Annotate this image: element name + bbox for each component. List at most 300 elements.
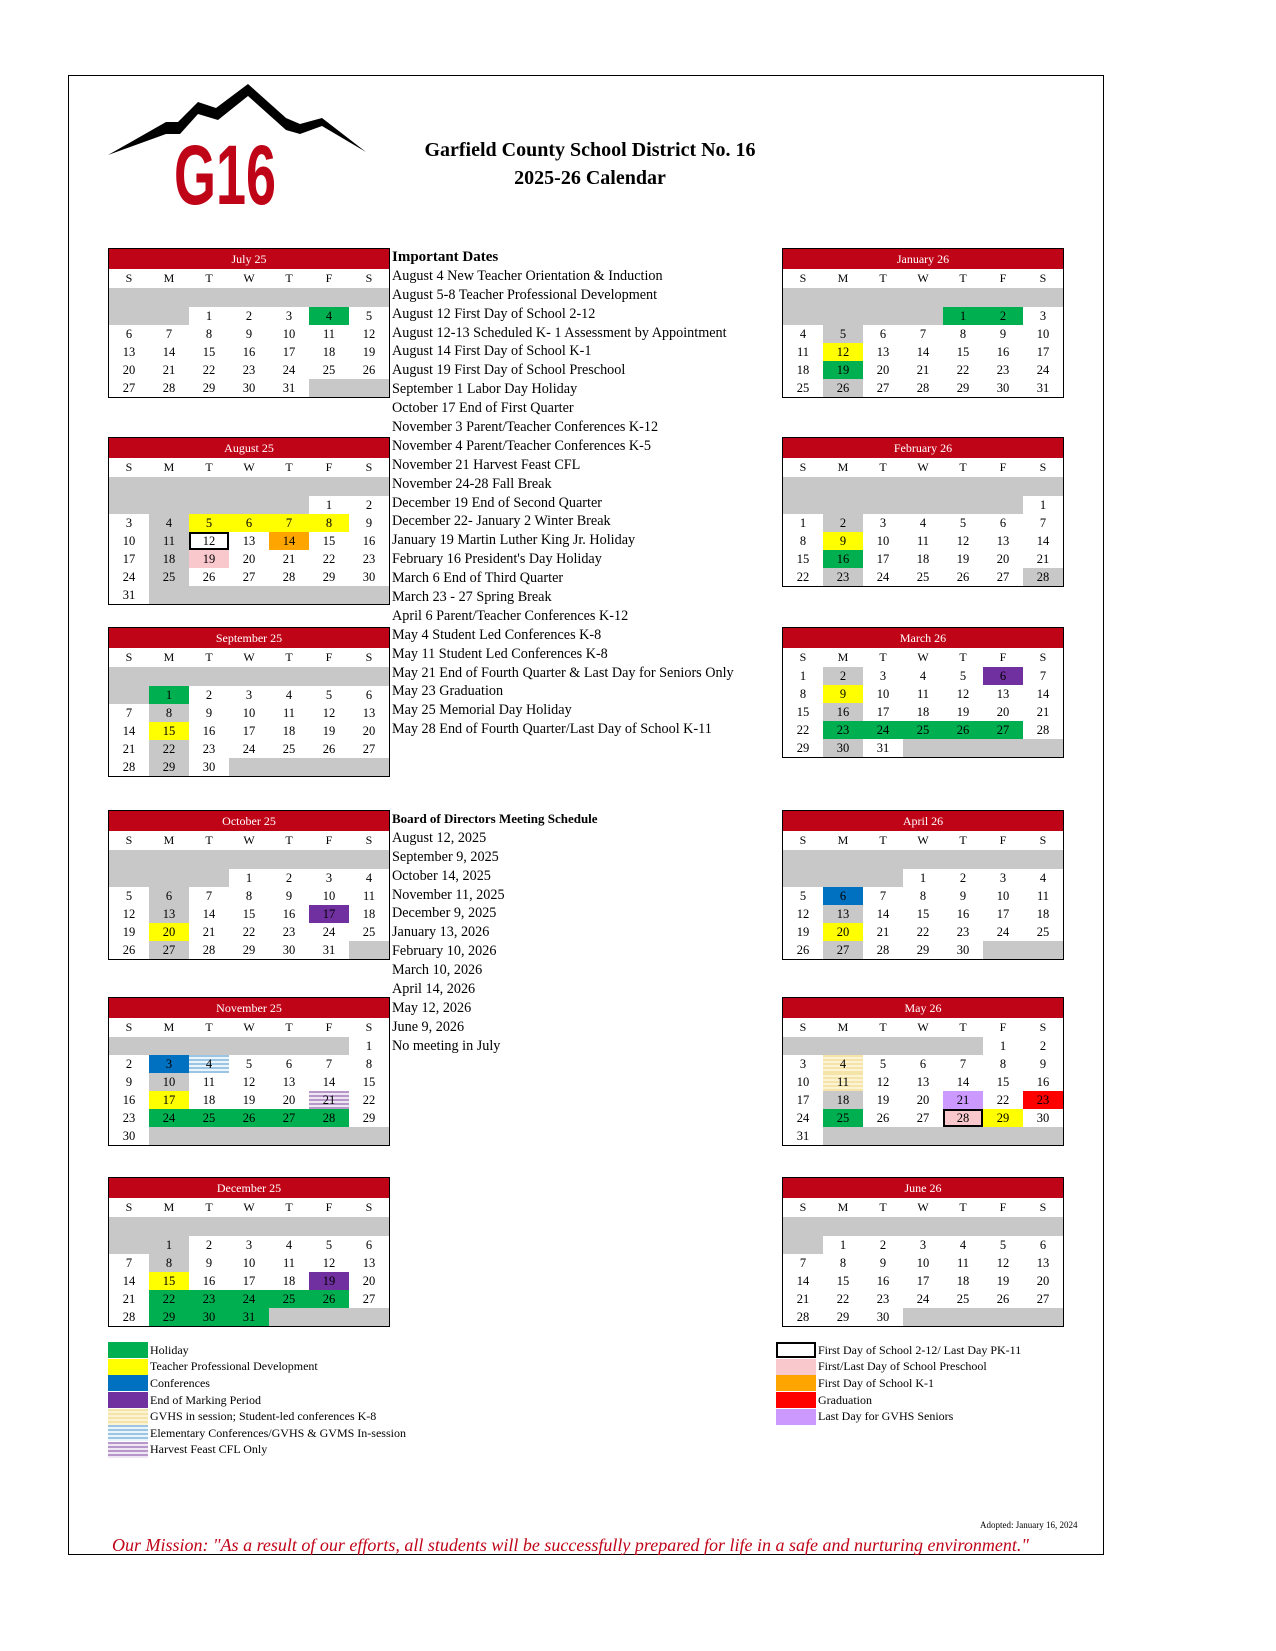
day-cell: 1 bbox=[149, 1236, 189, 1254]
legend-swatch bbox=[776, 1409, 816, 1425]
day-cell: 28 bbox=[876, 943, 890, 957]
day-cell: 13 bbox=[149, 905, 189, 923]
day-cell: 21 bbox=[122, 742, 136, 756]
day-cell bbox=[903, 307, 943, 325]
weekday-label: W bbox=[917, 650, 929, 664]
day-cell: 22 bbox=[796, 723, 810, 737]
day-cell bbox=[823, 869, 863, 887]
legend-item bbox=[776, 1408, 1021, 1425]
day-cell bbox=[309, 1037, 349, 1055]
week-spacer bbox=[109, 667, 389, 686]
day-cell: 19 bbox=[242, 1093, 256, 1107]
weekday-label: T bbox=[205, 1200, 213, 1214]
day-cell: 26 bbox=[956, 570, 970, 584]
day-cell: 25 bbox=[1036, 925, 1050, 939]
week-row bbox=[783, 1308, 1063, 1326]
day-cell bbox=[229, 758, 269, 776]
day-cell: 26 bbox=[943, 721, 983, 739]
day-cell bbox=[1023, 1127, 1063, 1145]
weekday-label: S bbox=[365, 833, 373, 847]
week-row bbox=[109, 758, 389, 776]
day-cell: 25 bbox=[269, 1290, 309, 1308]
important-date-item: October 17 End of First Quarter bbox=[392, 400, 574, 417]
week-row bbox=[109, 704, 389, 722]
day-cell: 24 bbox=[996, 925, 1010, 939]
district-name: Garfield County School District No. 16 bbox=[424, 139, 756, 161]
day-cell: 19 bbox=[362, 345, 376, 359]
day-cell bbox=[149, 307, 189, 325]
day-cell: 24 bbox=[1036, 363, 1050, 377]
day-cell: 7 bbox=[959, 1057, 967, 1071]
week-row bbox=[783, 703, 1063, 721]
week-row bbox=[783, 1272, 1063, 1290]
weekday-label: T bbox=[205, 650, 213, 664]
day-cell: 13 bbox=[282, 1075, 296, 1089]
day-cell bbox=[229, 1127, 269, 1145]
day-cell: 7 bbox=[919, 327, 927, 341]
week-row bbox=[783, 905, 1063, 923]
day-cell bbox=[863, 1127, 903, 1145]
day-cell: 8 bbox=[309, 514, 349, 532]
day-cell: 20 bbox=[242, 552, 256, 566]
day-cell: 20 bbox=[282, 1093, 296, 1107]
day-cell: 14 bbox=[322, 1075, 336, 1089]
day-cell: 14 bbox=[122, 724, 136, 738]
day-cell: 6 bbox=[983, 667, 1023, 685]
day-cell bbox=[823, 307, 863, 325]
day-cell: 30 bbox=[189, 1308, 229, 1326]
day-cell: 12 bbox=[876, 1075, 890, 1089]
important-date-item: August 12 First Day of School 2-12 bbox=[392, 305, 596, 322]
weekday-label: M bbox=[163, 271, 175, 285]
day-cell bbox=[943, 739, 983, 757]
day-cell bbox=[1023, 1308, 1063, 1326]
week-row bbox=[783, 869, 1063, 887]
weekday-label: S bbox=[365, 1200, 373, 1214]
day-cell: 6 bbox=[285, 1057, 293, 1071]
day-cell bbox=[109, 496, 149, 514]
day-cell: 9 bbox=[823, 685, 863, 703]
week-row bbox=[109, 586, 389, 604]
day-cell: 29 bbox=[956, 381, 970, 395]
week-row bbox=[783, 343, 1063, 361]
day-cell bbox=[309, 1308, 349, 1326]
day-cell bbox=[903, 1308, 943, 1326]
day-cell: 11 bbox=[362, 889, 376, 903]
day-cell: 7 bbox=[1039, 516, 1047, 530]
weekday-label: T bbox=[879, 650, 887, 664]
weekday-label: F bbox=[325, 650, 333, 664]
week-row bbox=[109, 1055, 389, 1073]
legend-swatch bbox=[776, 1392, 816, 1408]
month-calendar bbox=[108, 437, 390, 605]
day-cell: 3 bbox=[879, 516, 887, 530]
day-cell: 18 bbox=[796, 363, 810, 377]
day-cell: 9 bbox=[959, 889, 967, 903]
weekday-label: S bbox=[125, 650, 133, 664]
day-cell: 27 bbox=[823, 941, 863, 959]
day-cell: 11 bbox=[322, 327, 336, 341]
day-cell bbox=[943, 1037, 983, 1055]
weekday-header bbox=[783, 648, 1063, 667]
day-cell: 10 bbox=[282, 327, 296, 341]
day-cell: 9 bbox=[1039, 1057, 1047, 1071]
day-cell: 1 bbox=[365, 1039, 373, 1053]
weekday-label: T bbox=[285, 1020, 293, 1034]
day-cell: 2 bbox=[205, 688, 213, 702]
weekday-header bbox=[783, 1018, 1063, 1037]
week-spacer bbox=[783, 850, 1063, 869]
board-meeting-date: No meeting in July bbox=[392, 1037, 501, 1054]
day-cell: 17 bbox=[876, 552, 890, 566]
day-cell: 26 bbox=[362, 363, 376, 377]
day-cell bbox=[903, 1127, 943, 1145]
day-cell: 21 bbox=[309, 1091, 349, 1109]
day-cell: 10 bbox=[996, 889, 1010, 903]
day-cell: 15 bbox=[956, 345, 970, 359]
weekday-label: F bbox=[999, 650, 1007, 664]
day-cell: 17 bbox=[916, 1274, 930, 1288]
day-cell: 14 bbox=[269, 532, 309, 550]
day-cell: 5 bbox=[325, 1238, 333, 1252]
day-cell: 22 bbox=[322, 552, 336, 566]
day-cell: 22 bbox=[836, 1292, 850, 1306]
weekday-label: T bbox=[879, 271, 887, 285]
weekday-header bbox=[109, 1198, 389, 1217]
day-cell: 26 bbox=[229, 1109, 269, 1127]
day-cell: 8 bbox=[999, 1057, 1007, 1071]
day-cell: 29 bbox=[836, 1310, 850, 1324]
week-row bbox=[109, 905, 389, 923]
day-cell: 20 bbox=[362, 1274, 376, 1288]
day-cell bbox=[309, 379, 349, 397]
day-cell: 27 bbox=[242, 570, 256, 584]
day-cell: 11 bbox=[202, 1075, 216, 1089]
day-cell: 21 bbox=[1036, 552, 1050, 566]
important-date-item: March 6 End of Third Quarter bbox=[392, 570, 564, 587]
day-cell: 28 bbox=[943, 1109, 983, 1127]
day-cell: 6 bbox=[919, 1057, 927, 1071]
day-cell bbox=[309, 758, 349, 776]
day-cell: 19 bbox=[189, 550, 229, 568]
day-cell bbox=[349, 1127, 389, 1145]
day-cell: 28 bbox=[282, 570, 296, 584]
day-cell: 19 bbox=[796, 925, 810, 939]
day-cell: 2 bbox=[125, 1057, 133, 1071]
day-cell: 7 bbox=[325, 1057, 333, 1071]
day-cell: 19 bbox=[996, 1274, 1010, 1288]
day-cell: 16 bbox=[1036, 1075, 1050, 1089]
day-cell: 12 bbox=[956, 534, 970, 548]
day-cell: 24 bbox=[122, 570, 136, 584]
day-cell: 12 bbox=[823, 343, 863, 361]
day-cell bbox=[189, 1037, 229, 1055]
weekday-label: W bbox=[243, 833, 255, 847]
important-date-item: April 6 Parent/Teacher Conferences K-12 bbox=[392, 607, 629, 624]
day-cell: 22 bbox=[956, 363, 970, 377]
day-cell bbox=[189, 586, 229, 604]
day-cell: 24 bbox=[796, 1111, 810, 1125]
weekday-label: F bbox=[325, 1020, 333, 1034]
week-row bbox=[109, 941, 389, 959]
day-cell: 8 bbox=[245, 889, 253, 903]
day-cell: 1 bbox=[799, 516, 807, 530]
day-cell: 4 bbox=[309, 307, 349, 325]
day-cell: 6 bbox=[125, 327, 133, 341]
weekday-label: S bbox=[365, 650, 373, 664]
day-cell: 2 bbox=[365, 498, 373, 512]
day-cell: 27 bbox=[362, 742, 376, 756]
week-row bbox=[109, 568, 389, 586]
day-cell: 1 bbox=[839, 1238, 847, 1252]
day-cell bbox=[983, 1308, 1023, 1326]
day-cell: 15 bbox=[322, 534, 336, 548]
week-row bbox=[783, 887, 1063, 905]
day-cell: 11 bbox=[823, 1073, 863, 1091]
day-cell: 14 bbox=[796, 1274, 810, 1288]
legend-label: Teacher Professional Development bbox=[150, 1359, 318, 1374]
day-cell: 7 bbox=[269, 514, 309, 532]
week-row bbox=[783, 667, 1063, 685]
day-cell bbox=[189, 1127, 229, 1145]
week-row bbox=[109, 550, 389, 568]
day-cell: 24 bbox=[863, 721, 903, 739]
day-cell: 21 bbox=[876, 925, 890, 939]
day-cell: 29 bbox=[149, 1308, 189, 1326]
day-cell: 3 bbox=[245, 1238, 253, 1252]
legend-item bbox=[108, 1425, 406, 1442]
day-cell: 4 bbox=[1039, 871, 1047, 885]
day-cell: 15 bbox=[916, 907, 930, 921]
day-cell: 3 bbox=[879, 669, 887, 683]
weekday-header bbox=[109, 458, 389, 477]
day-cell: 31 bbox=[1036, 381, 1050, 395]
day-cell: 9 bbox=[245, 327, 253, 341]
week-row bbox=[109, 307, 389, 325]
important-date-item: August 12-13 Scheduled K- 1 Assessment by Appointment bbox=[392, 324, 727, 341]
weekday-label: S bbox=[125, 460, 133, 474]
day-cell: 16 bbox=[202, 724, 216, 738]
weekday-label: W bbox=[243, 1020, 255, 1034]
board-meeting-date: April 14, 2026 bbox=[392, 981, 476, 998]
day-cell bbox=[943, 496, 983, 514]
day-cell: 25 bbox=[823, 1109, 863, 1127]
day-cell: 16 bbox=[282, 907, 296, 921]
day-cell: 30 bbox=[282, 943, 296, 957]
weekday-label: F bbox=[999, 460, 1007, 474]
day-cell: 2 bbox=[823, 514, 863, 532]
weekday-label: S bbox=[125, 1200, 133, 1214]
legend-swatch bbox=[776, 1359, 816, 1375]
weekday-label: S bbox=[799, 1200, 807, 1214]
day-cell bbox=[783, 1037, 823, 1055]
week-row bbox=[109, 496, 389, 514]
weekday-label: M bbox=[837, 271, 849, 285]
month-name: August 25 bbox=[109, 438, 389, 458]
day-cell: 1 bbox=[943, 307, 983, 325]
week-row bbox=[783, 532, 1063, 550]
day-cell: 26 bbox=[309, 1290, 349, 1308]
day-cell: 27 bbox=[983, 721, 1023, 739]
day-cell: 20 bbox=[149, 923, 189, 941]
day-cell bbox=[269, 758, 309, 776]
day-cell: 5 bbox=[879, 1057, 887, 1071]
day-cell: 15 bbox=[362, 1075, 376, 1089]
day-cell: 13 bbox=[996, 534, 1010, 548]
month-calendar bbox=[782, 627, 1064, 758]
day-cell: 11 bbox=[282, 1256, 296, 1270]
week-row bbox=[783, 1037, 1063, 1055]
day-cell: 19 bbox=[956, 705, 970, 719]
week-row bbox=[109, 1290, 389, 1308]
day-cell: 19 bbox=[956, 552, 970, 566]
important-date-item: December 19 End of Second Quarter bbox=[392, 494, 602, 511]
day-cell: 18 bbox=[282, 1274, 296, 1288]
day-cell: 9 bbox=[285, 889, 293, 903]
day-cell: 1 bbox=[799, 669, 807, 683]
day-cell: 15 bbox=[796, 705, 810, 719]
day-cell bbox=[903, 739, 943, 757]
month-calendar bbox=[782, 1177, 1064, 1327]
day-cell: 10 bbox=[1036, 327, 1050, 341]
day-cell: 25 bbox=[322, 363, 336, 377]
day-cell: 7 bbox=[125, 706, 133, 720]
legend-swatch bbox=[108, 1409, 148, 1425]
day-cell: 5 bbox=[365, 309, 373, 323]
day-cell bbox=[189, 869, 229, 887]
weekday-label: W bbox=[243, 650, 255, 664]
weekday-label: M bbox=[163, 650, 175, 664]
weekday-label: T bbox=[285, 833, 293, 847]
legend-item bbox=[776, 1392, 1021, 1409]
week-spacer bbox=[109, 477, 389, 496]
weekday-label: S bbox=[365, 460, 373, 474]
day-cell: 16 bbox=[823, 550, 863, 568]
week-row bbox=[783, 1290, 1063, 1308]
legend-item bbox=[108, 1408, 406, 1425]
day-cell: 28 bbox=[122, 1310, 136, 1324]
month-name: July 25 bbox=[109, 249, 389, 269]
day-cell bbox=[109, 1236, 149, 1254]
day-cell: 29 bbox=[916, 943, 930, 957]
day-cell: 10 bbox=[876, 534, 890, 548]
weekday-header bbox=[109, 648, 389, 667]
weekday-label: T bbox=[959, 650, 967, 664]
week-row bbox=[783, 739, 1063, 757]
adopted-date: Adopted: January 16, 2024 bbox=[980, 1520, 1078, 1530]
day-cell: 8 bbox=[799, 687, 807, 701]
day-cell: 13 bbox=[876, 345, 890, 359]
day-cell bbox=[823, 496, 863, 514]
district-logo bbox=[108, 80, 383, 210]
weekday-label: T bbox=[959, 1020, 967, 1034]
day-cell: 17 bbox=[309, 905, 349, 923]
important-date-item: August 4 New Teacher Orientation & Induction bbox=[392, 267, 663, 284]
day-cell: 2 bbox=[959, 871, 967, 885]
week-spacer bbox=[109, 288, 389, 307]
month-name: October 25 bbox=[109, 811, 389, 831]
weekday-label: S bbox=[125, 1020, 133, 1034]
day-cell bbox=[229, 586, 269, 604]
important-date-item: August 19 First Day of School Preschool bbox=[392, 362, 626, 379]
day-cell: 17 bbox=[876, 705, 890, 719]
day-cell: 25 bbox=[903, 721, 943, 739]
logo-text: G16 bbox=[174, 128, 276, 210]
day-cell: 10 bbox=[916, 1256, 930, 1270]
day-cell: 15 bbox=[836, 1274, 850, 1288]
day-cell: 29 bbox=[796, 741, 810, 755]
week-row bbox=[783, 1055, 1063, 1073]
month-name: June 26 bbox=[783, 1178, 1063, 1198]
day-cell: 6 bbox=[823, 887, 863, 905]
day-cell: 12 bbox=[956, 687, 970, 701]
day-cell: 30 bbox=[202, 760, 216, 774]
board-meeting-date: August 12, 2025 bbox=[392, 829, 487, 846]
weekday-header bbox=[783, 1198, 1063, 1217]
important-date-item: May 11 Student Led Conferences K-8 bbox=[392, 645, 608, 662]
day-cell: 28 bbox=[796, 1310, 810, 1324]
day-cell: 22 bbox=[916, 925, 930, 939]
day-cell: 11 bbox=[916, 687, 930, 701]
weekday-label: T bbox=[205, 271, 213, 285]
week-row bbox=[109, 1236, 389, 1254]
week-row bbox=[783, 1109, 1063, 1127]
weekday-label: S bbox=[1039, 833, 1047, 847]
month-calendar bbox=[108, 997, 390, 1146]
day-cell: 11 bbox=[282, 706, 296, 720]
day-cell bbox=[309, 1127, 349, 1145]
day-cell: 19 bbox=[322, 724, 336, 738]
week-row bbox=[783, 923, 1063, 941]
day-cell: 22 bbox=[149, 1290, 189, 1308]
day-cell bbox=[863, 1037, 903, 1055]
day-cell: 3 bbox=[325, 871, 333, 885]
day-cell: 8 bbox=[205, 327, 213, 341]
week-row bbox=[783, 568, 1063, 586]
day-cell: 19 bbox=[309, 1272, 349, 1290]
board-meeting-date: March 10, 2026 bbox=[392, 962, 483, 979]
day-cell: 16 bbox=[362, 534, 376, 548]
day-cell: 4 bbox=[919, 516, 927, 530]
day-cell: 9 bbox=[999, 327, 1007, 341]
day-cell: 21 bbox=[162, 363, 176, 377]
day-cell: 9 bbox=[823, 532, 863, 550]
day-cell: 4 bbox=[285, 1238, 293, 1252]
day-cell bbox=[149, 1037, 189, 1055]
day-cell: 29 bbox=[202, 381, 216, 395]
day-cell: 13 bbox=[996, 687, 1010, 701]
day-cell: 23 bbox=[202, 742, 216, 756]
week-row bbox=[109, 869, 389, 887]
day-cell bbox=[269, 496, 309, 514]
day-cell: 25 bbox=[956, 1292, 970, 1306]
page-title bbox=[380, 136, 800, 192]
week-row bbox=[109, 1127, 389, 1145]
day-cell: 25 bbox=[362, 925, 376, 939]
day-cell: 14 bbox=[956, 1075, 970, 1089]
day-cell bbox=[149, 869, 189, 887]
day-cell: 28 bbox=[122, 760, 136, 774]
day-cell: 20 bbox=[996, 705, 1010, 719]
month-calendar bbox=[782, 248, 1064, 398]
day-cell: 16 bbox=[202, 1274, 216, 1288]
day-cell: 17 bbox=[149, 1091, 189, 1109]
day-cell: 12 bbox=[322, 706, 336, 720]
day-cell: 27 bbox=[269, 1109, 309, 1127]
day-cell: 18 bbox=[823, 1091, 863, 1109]
day-cell bbox=[149, 586, 189, 604]
day-cell: 7 bbox=[205, 889, 213, 903]
